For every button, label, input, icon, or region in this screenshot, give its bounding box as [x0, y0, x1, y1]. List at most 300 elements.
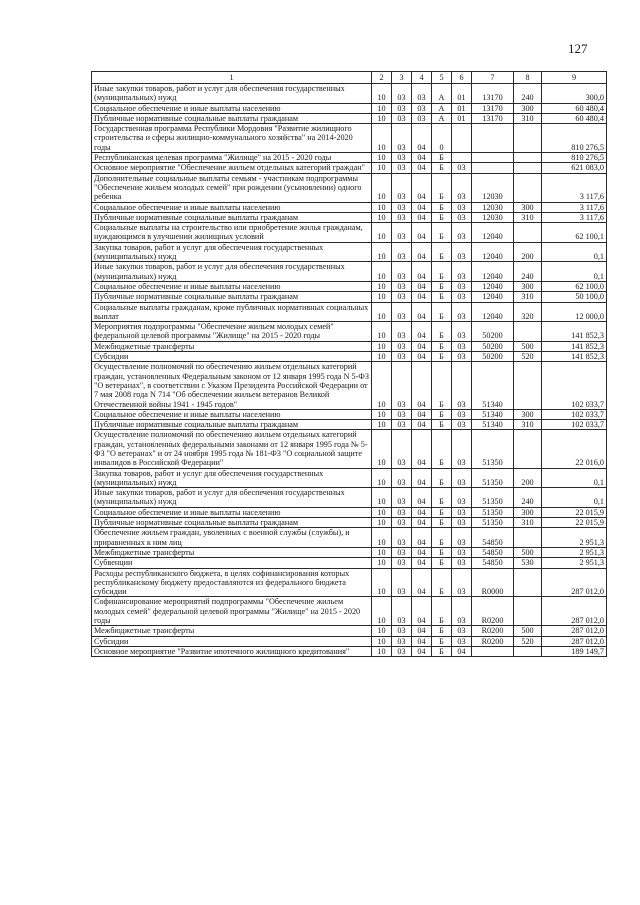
code-cell: 50200 — [472, 352, 514, 362]
code-cell: 04 — [412, 202, 432, 212]
table-row — [92, 468, 607, 488]
code-cell: 03 — [452, 341, 472, 351]
row-name: Дополнительные социальные выплаты семьям - участникам подпрограммы "Обеспечение жильем молодых семей" при рождении (усыновлении) одного ребенка — [92, 173, 372, 202]
amount-cell: 2 951,3 — [542, 558, 607, 568]
table-row — [92, 322, 607, 342]
row-name: Основное мероприятие "Обеспечение жильем отдельных категорий граждан" — [92, 163, 372, 173]
code-cell: 03 — [452, 163, 472, 173]
code-cell: 10 — [372, 242, 392, 262]
code-cell: 240 — [514, 262, 542, 282]
code-cell: 03 — [452, 420, 472, 430]
table-row — [92, 507, 607, 517]
code-cell — [472, 124, 514, 153]
code-cell: 03 — [412, 113, 432, 123]
code-cell: 03 — [452, 242, 472, 262]
code-cell: 03 — [452, 202, 472, 212]
row-name: Социальное обеспечение и иные выплаты населению — [92, 202, 372, 212]
code-cell: 04 — [412, 507, 432, 517]
code-cell: 13170 — [472, 113, 514, 123]
code-cell: 03 — [412, 84, 432, 104]
row-name: Закупка товаров, работ и услуг для обеспечения государственных (муниципальных) нужд — [92, 468, 372, 488]
amount-cell: 0,1 — [542, 488, 607, 508]
code-cell: 54850 — [472, 528, 514, 548]
code-cell: 51350 — [472, 488, 514, 508]
amount-cell: 22 016,0 — [542, 430, 607, 468]
code-cell: 03 — [392, 597, 412, 626]
code-cell: 03 — [392, 103, 412, 113]
code-cell: 10 — [372, 558, 392, 568]
table-row — [92, 420, 607, 430]
code-cell: 51340 — [472, 420, 514, 430]
code-cell: 10 — [372, 352, 392, 362]
amount-cell: 141 852,3 — [542, 322, 607, 342]
code-cell: 310 — [514, 113, 542, 123]
code-cell: 10 — [372, 281, 392, 291]
code-cell: Б — [432, 352, 452, 362]
code-cell: 01 — [452, 84, 472, 104]
amount-cell: 810 276,5 — [542, 124, 607, 153]
code-cell: 310 — [514, 212, 542, 222]
code-cell: 10 — [372, 113, 392, 123]
table-row — [92, 646, 607, 656]
code-cell: 50200 — [472, 341, 514, 351]
code-cell: 03 — [392, 292, 412, 302]
code-cell: 04 — [412, 223, 432, 243]
code-cell: 10 — [372, 302, 392, 322]
code-cell — [514, 173, 542, 202]
code-cell: 03 — [452, 430, 472, 468]
code-cell: Б — [432, 202, 452, 212]
code-cell: 200 — [514, 242, 542, 262]
amount-cell: 621 083,0 — [542, 163, 607, 173]
code-cell: 03 — [452, 468, 472, 488]
code-cell: 200 — [514, 468, 542, 488]
code-cell: 10 — [372, 103, 392, 113]
row-name: Закупка товаров, работ и услуг для обеспечения государственных (муниципальных) нужд — [92, 242, 372, 262]
code-cell: 50200 — [472, 322, 514, 342]
row-name: Иные закупки товаров, работ и услуг для обеспечения государственных (муниципальных) нужд — [92, 488, 372, 508]
amount-cell: 2 951,3 — [542, 528, 607, 548]
code-cell: Б — [432, 281, 452, 291]
code-cell: 04 — [412, 322, 432, 342]
code-cell: 04 — [412, 409, 432, 419]
code-cell: 01 — [452, 103, 472, 113]
code-cell: 04 — [412, 568, 432, 597]
code-cell: 03 — [452, 223, 472, 243]
code-cell: 500 — [514, 626, 542, 636]
code-cell: 04 — [412, 173, 432, 202]
code-cell: 13170 — [472, 84, 514, 104]
column-header: 4 — [412, 72, 432, 84]
code-cell: 03 — [412, 103, 432, 113]
table-row — [92, 626, 607, 636]
code-cell: 10 — [372, 547, 392, 557]
table-row — [92, 223, 607, 243]
code-cell — [514, 646, 542, 656]
code-cell: 12040 — [472, 262, 514, 282]
code-cell: 04 — [452, 646, 472, 656]
table-row — [92, 518, 607, 528]
amount-cell: 12 000,0 — [542, 302, 607, 322]
code-cell: 12040 — [472, 223, 514, 243]
code-cell: 10 — [372, 84, 392, 104]
code-cell: 03 — [452, 281, 472, 291]
row-name: Республиканская целевая программа "Жилище" на 2015 - 2020 годы — [92, 153, 372, 163]
row-name: Иные закупки товаров, работ и услуг для обеспечения государственных (муниципальных) нужд — [92, 262, 372, 282]
row-name: Межбюджетные трансферты — [92, 626, 372, 636]
table-row — [92, 242, 607, 262]
table-row — [92, 352, 607, 362]
amount-cell: 189 149,7 — [542, 646, 607, 656]
code-cell: 03 — [392, 202, 412, 212]
amount-cell: 102 033,7 — [542, 362, 607, 409]
code-cell: Б — [432, 242, 452, 262]
code-cell — [514, 430, 542, 468]
amount-cell: 3 117,6 — [542, 212, 607, 222]
code-cell: 03 — [392, 212, 412, 222]
amount-cell: 60 480,4 — [542, 113, 607, 123]
code-cell: 04 — [412, 430, 432, 468]
code-cell — [452, 124, 472, 153]
amount-cell: 287 012,0 — [542, 597, 607, 626]
code-cell: 300 — [514, 281, 542, 291]
code-cell: 04 — [412, 547, 432, 557]
table-row — [92, 281, 607, 291]
code-cell — [472, 153, 514, 163]
code-cell: Б — [432, 547, 452, 557]
budget-table — [91, 71, 607, 657]
code-cell — [514, 568, 542, 597]
code-cell: 10 — [372, 202, 392, 212]
table-row — [92, 124, 607, 153]
code-cell — [514, 362, 542, 409]
code-cell: Б — [432, 528, 452, 548]
code-cell: 03 — [452, 636, 472, 646]
table-row — [92, 488, 607, 508]
code-cell: 03 — [452, 409, 472, 419]
code-cell: 04 — [412, 362, 432, 409]
amount-cell: 810 276,5 — [542, 153, 607, 163]
code-cell: 04 — [412, 292, 432, 302]
code-cell: 240 — [514, 84, 542, 104]
code-cell: 03 — [452, 212, 472, 222]
code-cell: 520 — [514, 352, 542, 362]
table-row — [92, 292, 607, 302]
table-row — [92, 163, 607, 173]
row-name: Субсидии — [92, 636, 372, 646]
table-row — [92, 212, 607, 222]
code-cell: 04 — [412, 153, 432, 163]
table-row — [92, 173, 607, 202]
amount-cell: 0,1 — [542, 242, 607, 262]
row-name: Социальные выплаты гражданам, кроме публичных нормативных социальных выплат — [92, 302, 372, 322]
code-cell: 04 — [412, 528, 432, 548]
code-cell: 12040 — [472, 302, 514, 322]
code-cell: 300 — [514, 507, 542, 517]
code-cell: 310 — [514, 420, 542, 430]
code-cell: Б — [432, 153, 452, 163]
code-cell: 10 — [372, 322, 392, 342]
code-cell: 03 — [392, 362, 412, 409]
code-cell: 10 — [372, 292, 392, 302]
table-row — [92, 558, 607, 568]
code-cell: 04 — [412, 302, 432, 322]
code-cell: 300 — [514, 409, 542, 419]
code-cell: 10 — [372, 430, 392, 468]
column-header: 7 — [472, 72, 514, 84]
amount-cell: 2 951,3 — [542, 547, 607, 557]
code-cell: 51350 — [472, 507, 514, 517]
code-cell: 03 — [392, 420, 412, 430]
column-header: 1 — [92, 72, 372, 84]
row-name: Государственная программа Республики Мордовия "Развитие жилищного строительства и сферы жилищно-коммунального хозяйства" на 2014-2020 годы — [92, 124, 372, 153]
row-name: Межбюджетные трансферты — [92, 547, 372, 557]
code-cell: Б — [432, 322, 452, 342]
code-cell: Б — [432, 468, 452, 488]
code-cell: Б — [432, 488, 452, 508]
code-cell: 10 — [372, 468, 392, 488]
code-cell: 12040 — [472, 292, 514, 302]
row-name: Публичные нормативные социальные выплаты гражданам — [92, 292, 372, 302]
code-cell: Б — [432, 597, 452, 626]
amount-cell: 60 480,4 — [542, 103, 607, 113]
code-cell: 10 — [372, 341, 392, 351]
code-cell: Б — [432, 302, 452, 322]
row-name: Субсидии — [92, 352, 372, 362]
code-cell: 03 — [392, 518, 412, 528]
code-cell: 04 — [412, 212, 432, 222]
code-cell: 10 — [372, 528, 392, 548]
code-cell: 03 — [392, 84, 412, 104]
code-cell: 03 — [452, 292, 472, 302]
code-cell: 03 — [392, 488, 412, 508]
code-cell: Б — [432, 292, 452, 302]
row-name: Социальное обеспечение и иные выплаты населению — [92, 281, 372, 291]
code-cell: 51340 — [472, 362, 514, 409]
code-cell: 10 — [372, 420, 392, 430]
code-cell: 500 — [514, 341, 542, 351]
code-cell: 10 — [372, 212, 392, 222]
code-cell: 13170 — [472, 103, 514, 113]
code-cell: А — [432, 103, 452, 113]
code-cell: 03 — [452, 352, 472, 362]
amount-cell: 300,0 — [542, 84, 607, 104]
code-cell: 04 — [412, 558, 432, 568]
code-cell: 03 — [392, 409, 412, 419]
code-cell: 03 — [392, 173, 412, 202]
code-cell — [514, 528, 542, 548]
row-name: Социальное обеспечение и иные выплаты населению — [92, 409, 372, 419]
code-cell: 04 — [412, 636, 432, 646]
code-cell: 51350 — [472, 468, 514, 488]
code-cell — [452, 153, 472, 163]
code-cell: 03 — [452, 558, 472, 568]
code-cell: 04 — [412, 420, 432, 430]
code-cell: 10 — [372, 626, 392, 636]
code-cell: 04 — [412, 488, 432, 508]
code-cell — [472, 163, 514, 173]
code-cell: 03 — [452, 507, 472, 517]
code-cell: Б — [432, 636, 452, 646]
code-cell: 12030 — [472, 173, 514, 202]
code-cell: 03 — [452, 488, 472, 508]
code-cell: 10 — [372, 163, 392, 173]
code-cell: 03 — [392, 341, 412, 351]
code-cell: 03 — [392, 507, 412, 517]
code-cell: 03 — [392, 223, 412, 243]
row-name: Публичные нормативные социальные выплаты гражданам — [92, 212, 372, 222]
table-row — [92, 528, 607, 548]
code-cell: Б — [432, 163, 452, 173]
code-cell: 04 — [412, 163, 432, 173]
amount-cell: 62 100,1 — [542, 223, 607, 243]
code-cell: 320 — [514, 302, 542, 322]
code-cell: 03 — [392, 242, 412, 262]
code-cell: Б — [432, 212, 452, 222]
code-cell: 03 — [392, 124, 412, 153]
amount-cell: 287 012,0 — [542, 568, 607, 597]
row-name: Социальное обеспечение и иные выплаты населению — [92, 103, 372, 113]
row-name: Социальные выплаты на строительство или приобретение жилья гражданам, нуждающимся в улучшении жилищных условий — [92, 223, 372, 243]
code-cell: 03 — [392, 558, 412, 568]
code-cell: 51350 — [472, 518, 514, 528]
table-row — [92, 409, 607, 419]
row-name: Иные закупки товаров, работ и услуг для обеспечения государственных (муниципальных) нужд — [92, 84, 372, 104]
code-cell: 04 — [412, 626, 432, 636]
code-cell: 04 — [412, 352, 432, 362]
code-cell: 10 — [372, 362, 392, 409]
code-cell: 03 — [452, 626, 472, 636]
code-cell: 12030 — [472, 212, 514, 222]
code-cell: Б — [432, 518, 452, 528]
code-cell: 03 — [452, 547, 472, 557]
row-name: Расходы республиканского бюджета, в целях софинансирования которых республиканскому бюджету предоставляются из федерального бюджета субсидии — [92, 568, 372, 597]
code-cell: 10 — [372, 173, 392, 202]
code-cell: 03 — [392, 636, 412, 646]
code-cell: R0200 — [472, 626, 514, 636]
code-cell: Б — [432, 558, 452, 568]
code-cell: 12030 — [472, 202, 514, 212]
code-cell — [514, 223, 542, 243]
code-cell: 03 — [452, 528, 472, 548]
code-cell: 03 — [452, 362, 472, 409]
table-row — [92, 597, 607, 626]
table-header-row — [92, 72, 607, 84]
code-cell: 10 — [372, 488, 392, 508]
code-cell: 54850 — [472, 558, 514, 568]
table-row — [92, 262, 607, 282]
code-cell: 500 — [514, 547, 542, 557]
code-cell: 03 — [392, 163, 412, 173]
code-cell: 10 — [372, 153, 392, 163]
code-cell: 03 — [452, 518, 472, 528]
code-cell: 03 — [392, 568, 412, 597]
code-cell: 10 — [372, 507, 392, 517]
code-cell: 310 — [514, 518, 542, 528]
code-cell: 0 — [432, 124, 452, 153]
table-row — [92, 362, 607, 409]
code-cell: 01 — [452, 113, 472, 123]
code-cell: 04 — [412, 518, 432, 528]
code-cell: 51340 — [472, 409, 514, 419]
code-cell: 03 — [392, 547, 412, 557]
amount-cell: 102 033,7 — [542, 420, 607, 430]
row-name: Субвенции — [92, 558, 372, 568]
code-cell — [514, 322, 542, 342]
column-header: 8 — [514, 72, 542, 84]
row-name: Основное мероприятие "Развитие ипотечного жилищного кредитования" — [92, 646, 372, 656]
amount-cell: 62 100,0 — [542, 281, 607, 291]
code-cell: Б — [432, 341, 452, 351]
code-cell: Б — [432, 262, 452, 282]
code-cell: 10 — [372, 636, 392, 646]
code-cell: 04 — [412, 341, 432, 351]
code-cell: Б — [432, 362, 452, 409]
column-header: 5 — [432, 72, 452, 84]
code-cell: 04 — [412, 468, 432, 488]
table-row — [92, 547, 607, 557]
code-cell: 03 — [392, 262, 412, 282]
table-row — [92, 153, 607, 163]
code-cell: R0200 — [472, 636, 514, 646]
code-cell — [514, 153, 542, 163]
code-cell: Б — [432, 223, 452, 243]
table-row — [92, 103, 607, 113]
code-cell: 10 — [372, 646, 392, 656]
amount-cell: 141 852,3 — [542, 341, 607, 351]
code-cell: 03 — [392, 352, 412, 362]
code-cell: А — [432, 113, 452, 123]
code-cell: 04 — [412, 242, 432, 262]
code-cell: 10 — [372, 262, 392, 282]
code-cell — [472, 646, 514, 656]
code-cell: 12040 — [472, 281, 514, 291]
table-row — [92, 113, 607, 123]
code-cell: 03 — [452, 597, 472, 626]
code-cell: Б — [432, 626, 452, 636]
code-cell: 03 — [392, 281, 412, 291]
code-cell: Б — [432, 568, 452, 597]
page-number: 127 — [568, 41, 588, 56]
table-row — [92, 302, 607, 322]
amount-cell: 22 015,9 — [542, 507, 607, 517]
code-cell: 530 — [514, 558, 542, 568]
code-cell: 300 — [514, 103, 542, 113]
code-cell: Б — [432, 409, 452, 419]
column-header: 6 — [452, 72, 472, 84]
code-cell — [514, 597, 542, 626]
table-row — [92, 341, 607, 351]
amount-cell: 287 012,0 — [542, 636, 607, 646]
code-cell: 04 — [412, 646, 432, 656]
row-name: Мероприятия подпрограммы "Обеспечение жильем молодых семей" федеральной целевой программы "Жилище" на 2015 - 2020 годы — [92, 322, 372, 342]
code-cell: R0000 — [472, 568, 514, 597]
code-cell: 12040 — [472, 242, 514, 262]
table-row — [92, 568, 607, 597]
code-cell: R0200 — [472, 597, 514, 626]
code-cell: 03 — [452, 262, 472, 282]
row-name: Публичные нормативные социальные выплаты гражданам — [92, 113, 372, 123]
amount-cell: 102 033,7 — [542, 409, 607, 419]
amount-cell: 50 100,0 — [542, 292, 607, 302]
code-cell: 240 — [514, 488, 542, 508]
code-cell: 51350 — [472, 430, 514, 468]
code-cell: 310 — [514, 292, 542, 302]
table-row — [92, 202, 607, 212]
column-header: 9 — [542, 72, 607, 84]
code-cell: 03 — [392, 626, 412, 636]
row-name: Обеспечение жильем граждан, уволенных с военной службы (службы), и приравненных к ним лиц — [92, 528, 372, 548]
